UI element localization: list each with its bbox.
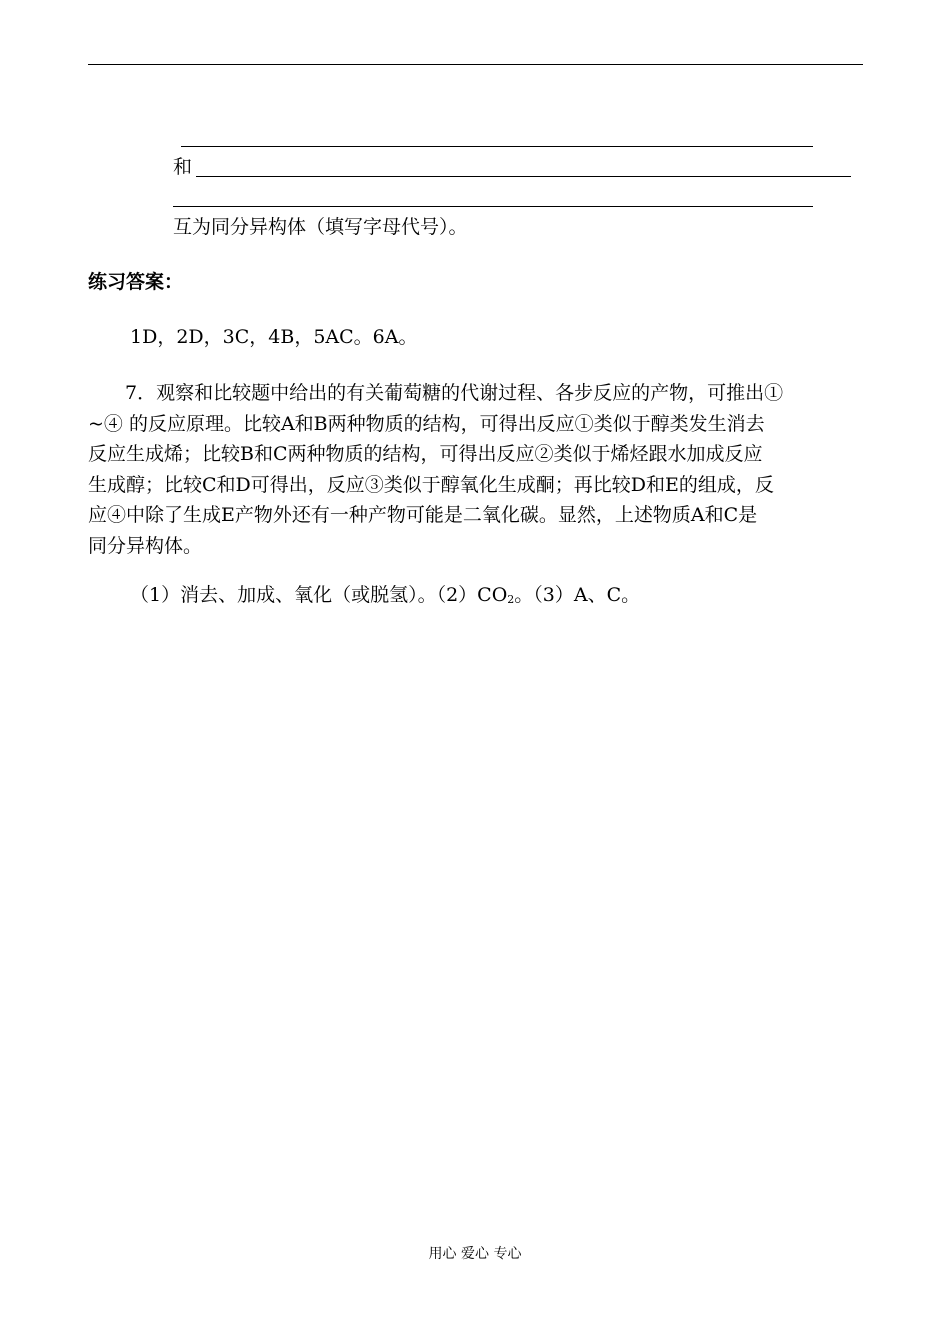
header-rule bbox=[88, 64, 863, 65]
question-7-explanation bbox=[88, 378, 863, 561]
explanation-line: 7．观察和比较题中给出的有关葡萄糖的代谢过程、各步反应的产物，可推出① bbox=[125, 382, 784, 404]
explanation-line: 应④中除了生成E产物外还有一种产物可能是二氧化碳。显然，上述物质A和C是 bbox=[88, 504, 758, 526]
explanation-line: 反应生成烯；比较B和C两种物质的结构，可得出反应②类似于烯烃跟水加成反应 bbox=[88, 443, 763, 465]
question-7-final-answer bbox=[130, 580, 640, 610]
page-footer: 用心 爱心 专心 bbox=[428, 1246, 522, 1262]
choice-answers: 1D，2D，3C，4B，5AC。6A。 bbox=[130, 326, 418, 348]
final-answer-part-2: 。（3）A、C。 bbox=[514, 584, 641, 606]
answers-heading: 练习答案： bbox=[88, 271, 184, 293]
answer-blank-line-2[interactable] bbox=[196, 176, 851, 177]
final-answer-part-1: （1）消去、加成、氧化（或脱氢）。（2）CO bbox=[130, 584, 508, 606]
explanation-line: ~④ 的反应原理。比较A和B两种物质的结构，可得出反应①类似于醇类发生消去 bbox=[88, 412, 765, 435]
explanation-line: 生成醇；比较C和D可得出，反应③类似于醇氧化生成酮；再比较D和E的组成，反 bbox=[88, 473, 774, 496]
isomer-instruction: 互为同分异构体（填写字母代号）。 bbox=[173, 216, 468, 238]
explanation-line: 同分异构体。 bbox=[88, 534, 203, 557]
answer-blank-line-3[interactable] bbox=[173, 206, 813, 207]
answer-blank-line-1[interactable] bbox=[181, 146, 813, 147]
co2-subscript: 2 bbox=[507, 593, 515, 606]
and-label: 和 bbox=[173, 156, 193, 178]
